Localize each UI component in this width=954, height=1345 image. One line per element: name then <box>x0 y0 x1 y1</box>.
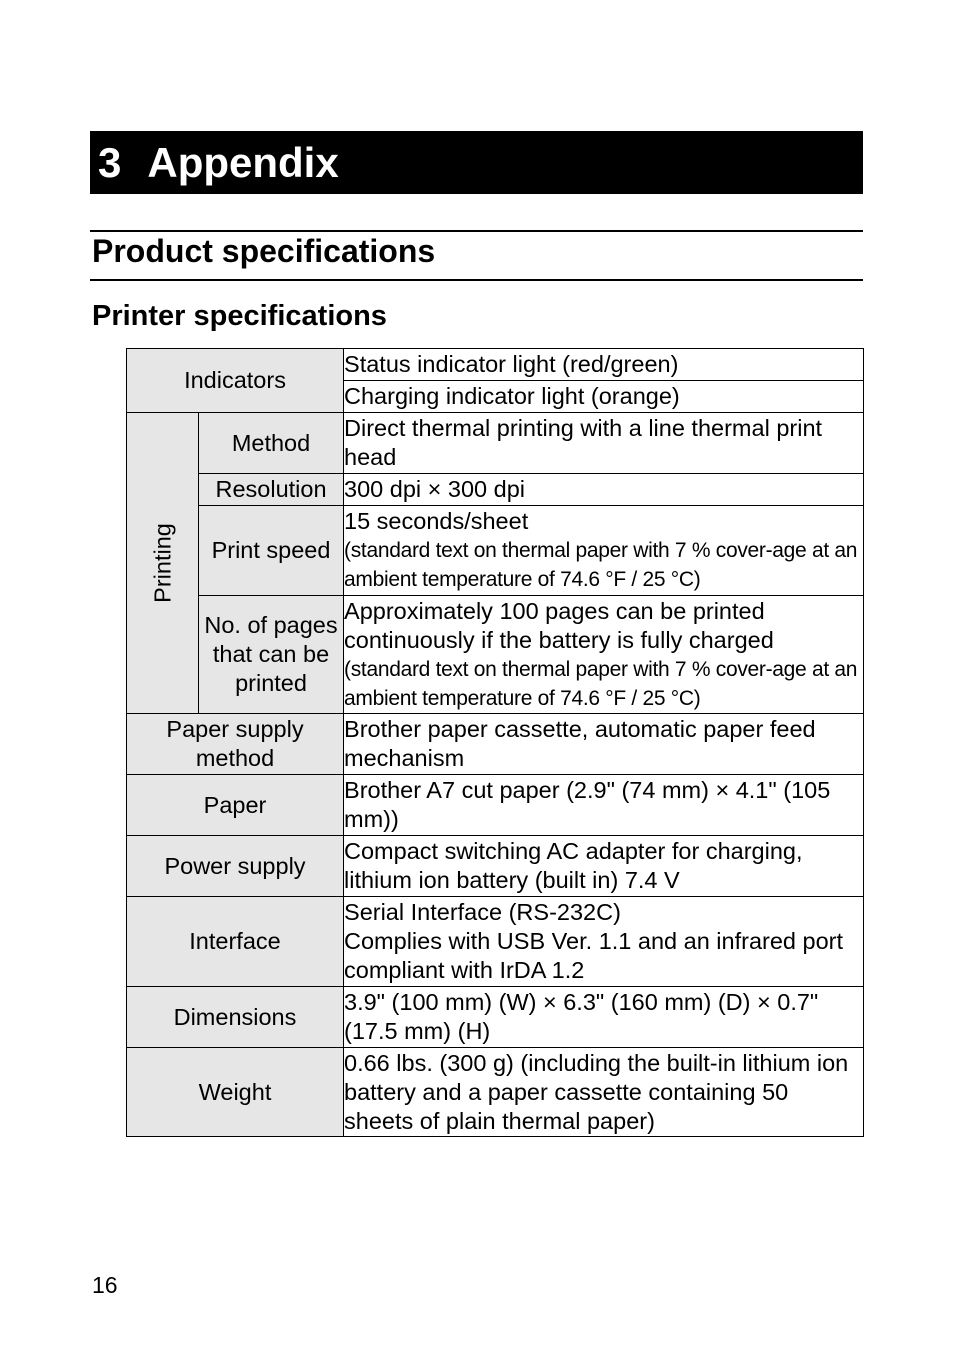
table-row <box>127 349 864 381</box>
chapter-title: Appendix <box>147 138 339 186</box>
section-title: Product specifications <box>92 233 436 269</box>
interface-label: Interface <box>127 897 344 987</box>
table-row <box>127 474 864 506</box>
interface-cell <box>344 897 864 987</box>
paper-label: Paper <box>127 775 344 836</box>
resolution-value: 300 dpi × 300 dpi <box>344 474 864 506</box>
pages-value: Approximately 100 pages can be printed continuously if the battery is fully charged <box>344 597 774 653</box>
table-row <box>127 897 864 987</box>
subsection-title: Printer specifications <box>92 300 387 332</box>
indicators-value-status: Status indicator light (red/green) <box>344 349 864 381</box>
pages-cell <box>344 596 864 714</box>
printer-spec-table <box>126 348 864 1137</box>
table-row <box>127 506 864 596</box>
chapter-heading <box>90 131 863 194</box>
table-row <box>127 987 864 1048</box>
paper-supply-value: Brother paper cassette, automatic paper feed mechanism <box>344 714 864 775</box>
power-supply-value: Compact switching AC adapter for charging, lithium ion battery (built in) 7.4 V <box>344 836 864 897</box>
print-speed-value: 15 seconds/sheet <box>344 508 529 534</box>
table-row <box>127 775 864 836</box>
method-label: Method <box>199 413 344 474</box>
pages-note: (standard text on thermal paper with 7 % cover-age at an ambient temperature of 74.6 °F / 25 °C) <box>344 657 858 710</box>
dimensions-label: Dimensions <box>127 987 344 1048</box>
power-supply-label: Power supply <box>127 836 344 897</box>
weight-label: Weight <box>127 1048 344 1137</box>
table-row <box>127 413 864 474</box>
resolution-label: Resolution <box>199 474 344 506</box>
interface-value-usb: Complies with USB Ver. 1.1 and an infrared port compliant with IrDA 1.2 <box>344 928 844 983</box>
paper-value: Brother A7 cut paper (2.9" (74 mm) × 4.1" (105 mm)) <box>344 775 864 836</box>
table-row <box>127 836 864 897</box>
section-rule-bottom <box>90 279 863 281</box>
chapter-number: 3 <box>98 138 122 186</box>
table-row <box>127 1048 864 1137</box>
table-row <box>127 596 864 714</box>
printing-label: Printing <box>149 523 175 603</box>
dimensions-value: 3.9" (100 mm) (W) × 6.3" (160 mm) (D) × 0.7" (17.5 mm) (H) <box>344 987 864 1048</box>
page-number: 16 <box>92 1272 118 1298</box>
paper-supply-label: Paper supply method <box>127 714 344 775</box>
section-rule-top <box>90 230 863 232</box>
indicators-label: Indicators <box>127 349 344 413</box>
interface-value-serial: Serial Interface (RS-232C) <box>344 899 621 925</box>
print-speed-label: Print speed <box>199 506 344 596</box>
method-value: Direct thermal printing with a line thermal print head <box>344 413 864 474</box>
pages-label: No. of pages that can be printed <box>199 596 344 714</box>
indicators-value-charging: Charging indicator light (orange) <box>344 381 864 413</box>
weight-value: 0.66 lbs. (300 g) (including the built-in lithium ion battery and a paper cassette containing 50 sheets of plain thermal paper) <box>344 1048 864 1137</box>
print-speed-note: (standard text on thermal paper with 7 % cover-age at an ambient temperature of 74.6 °F / 25 °C) <box>344 539 858 591</box>
print-speed-cell <box>344 506 864 596</box>
table-row <box>127 714 864 775</box>
printing-group-label <box>127 413 199 714</box>
